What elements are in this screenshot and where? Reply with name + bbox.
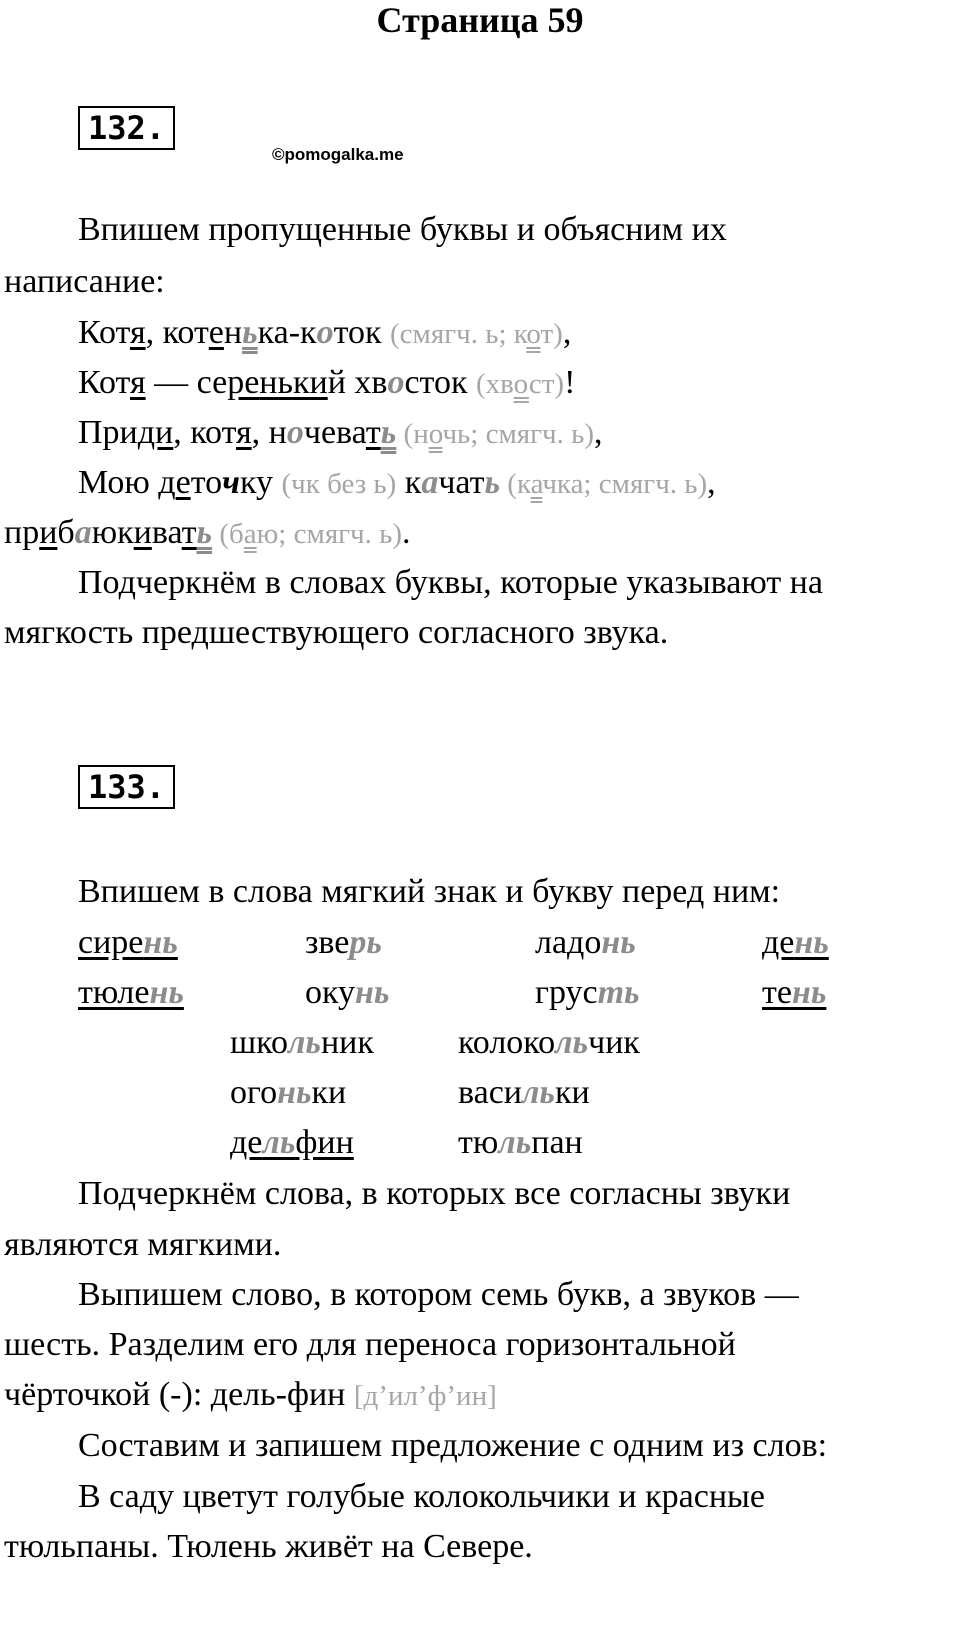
note: (баю; смягч. ь) bbox=[212, 518, 403, 550]
word-item: окунь bbox=[305, 974, 390, 1011]
paragraph-text: Впишем в слова мягкий знак и букву перед ним: bbox=[78, 873, 781, 910]
paragraph-text: мягкость предшествующего согласного звука. bbox=[4, 614, 669, 651]
exercise-number-box: 133. bbox=[78, 765, 175, 809]
page-title: Страница 59 bbox=[376, 0, 584, 40]
poem-line-4: Мою деточку (чк без ь) качать (качка; смягч. ь), bbox=[78, 464, 716, 501]
word-item: дельфин bbox=[230, 1124, 354, 1161]
poem-line-5: прибаюкивать (баю; смягч. ь). bbox=[4, 514, 411, 551]
exercise-number: 133 bbox=[88, 768, 146, 806]
paragraph-text: Подчеркнём слова, в которых все согласны звуки bbox=[78, 1175, 791, 1212]
transcription: [д’ил’ф’ин] bbox=[353, 1380, 497, 1412]
note: (ночь; смягч. ь) bbox=[396, 418, 595, 450]
exercise-number: 132 bbox=[88, 109, 146, 147]
paragraph-text: В саду цветут голубые колокольчики и красные bbox=[78, 1478, 765, 1515]
paragraph-text: тюльпаны. Тюлень живёт на Севере. bbox=[4, 1528, 533, 1565]
poem-line-3: Приди, котя, ночевать (ночь; смягч. ь), bbox=[78, 414, 603, 451]
word-item: зверь bbox=[305, 924, 382, 961]
word-item: день bbox=[762, 924, 829, 961]
word-item: огоньки bbox=[230, 1074, 347, 1111]
paragraph-text: шесть. Разделим его для переноса горизонтальной bbox=[4, 1326, 736, 1363]
word-item: ладонь bbox=[535, 924, 636, 961]
paragraph-text: являются мягкими. bbox=[4, 1226, 282, 1263]
note: (смягч. ь; кот) bbox=[390, 318, 563, 350]
paragraph-text: Выпишем слово, в котором семь букв, а звуков — bbox=[78, 1276, 799, 1313]
poem-line-2: Котя — серенький хвосток (хвост)! bbox=[78, 364, 576, 401]
poem-line-1: Котя, котенька-коток (смягч. ь; кот), bbox=[78, 314, 572, 351]
note: (чк без ь) bbox=[281, 468, 397, 500]
word-item: тюльпан bbox=[458, 1124, 583, 1161]
paragraph-text: Составим и запишем предложение с одним из слов: bbox=[78, 1427, 828, 1464]
paragraph-text: Подчеркнём в словах буквы, которые указывают на bbox=[78, 564, 823, 601]
word-item: сирень bbox=[78, 924, 178, 961]
paragraph-text: написание: bbox=[4, 263, 165, 300]
word-item: васильки bbox=[458, 1074, 590, 1111]
note: (хвост) bbox=[476, 368, 565, 400]
word-item: тюлень bbox=[78, 974, 184, 1011]
note: (качка; смягч. ь) bbox=[500, 468, 708, 500]
word-item: тень bbox=[762, 974, 827, 1011]
paragraph-text: чёрточкой (-): дель-фин [д’ил’ф’ин] bbox=[4, 1376, 497, 1413]
word-item: грусть bbox=[535, 974, 640, 1011]
paragraph-text: Впишем пропущенные буквы и объясним их bbox=[78, 211, 727, 248]
word-item: колокольчик bbox=[458, 1024, 640, 1061]
watermark: ©pomogalka.me bbox=[272, 145, 404, 164]
exercise-number-box: 132. bbox=[78, 106, 175, 150]
word-item: школьник bbox=[230, 1024, 374, 1061]
